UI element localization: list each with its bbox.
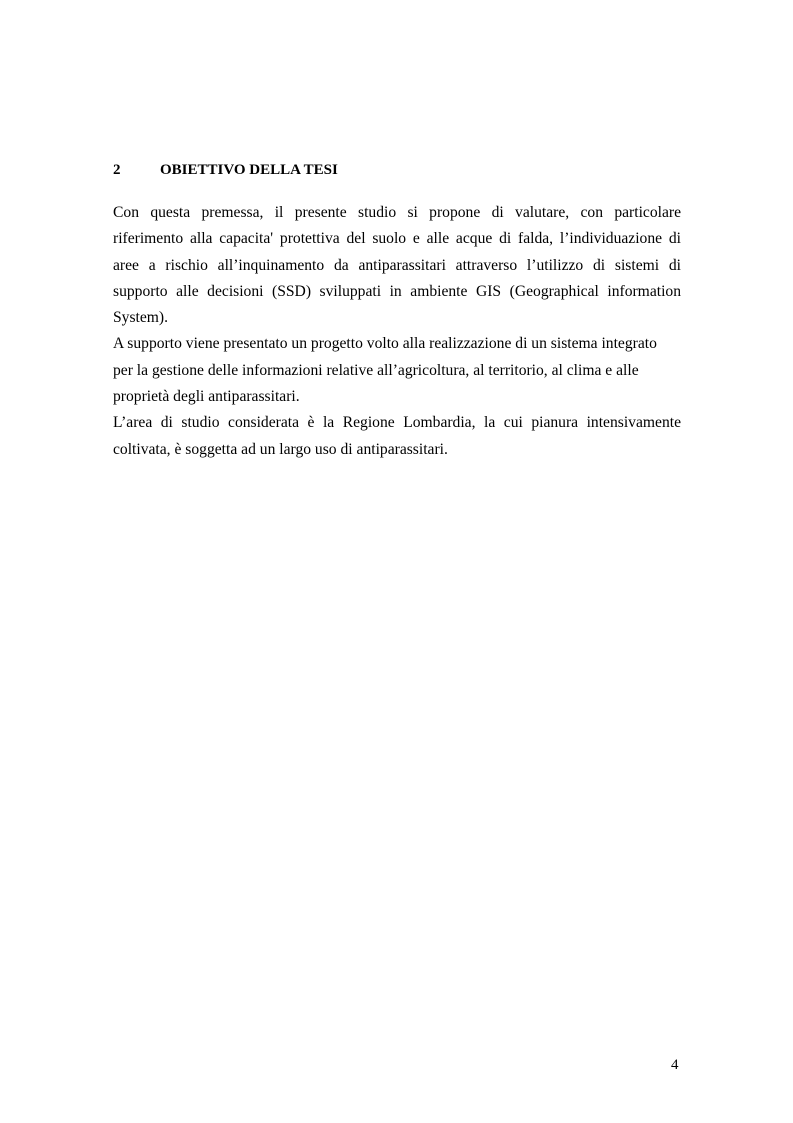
paragraph-1-line-3: aree a rischio all’inquinamento da antiparassitari attraverso l’utilizzo di sistemi di xyxy=(113,256,681,274)
section-number: 2 xyxy=(113,162,121,178)
paragraph-1-line-2: riferimento alla capacita' protettiva del suolo e alle acque di falda, l’individuazione di xyxy=(113,230,681,248)
paragraph-2-line-1: A supporto viene presentato un progetto volto alla realizzazione di un sistema integrato xyxy=(113,335,657,353)
paragraph-2-line-2: per la gestione delle informazioni relative all’agricoltura, al territorio, al clima e alle xyxy=(113,361,639,379)
section-title: OBIETTIVO DELLA TESI xyxy=(160,162,338,178)
paragraph-3-line-2: coltivata, è soggetta ad un largo uso di antiparassitari. xyxy=(113,440,448,458)
paragraph-1-line-5: System). xyxy=(113,309,169,327)
paragraph-1-line-4: supporto alle decisioni (SSD) sviluppati in ambiente GIS (Geographical information xyxy=(113,282,681,300)
page-number: 4 xyxy=(671,1057,679,1073)
paragraph-3-line-1: L’area di studio considerata è la Regione Lombardia, la cui pianura intensivamente xyxy=(113,414,681,432)
body-text xyxy=(113,200,681,463)
paragraph-1-line-1: Con questa premessa, il presente studio si propone di valutare, con particolare xyxy=(113,204,681,221)
section-heading xyxy=(113,160,338,180)
paragraph-2-line-3: proprietà degli antiparassitari. xyxy=(113,388,300,406)
